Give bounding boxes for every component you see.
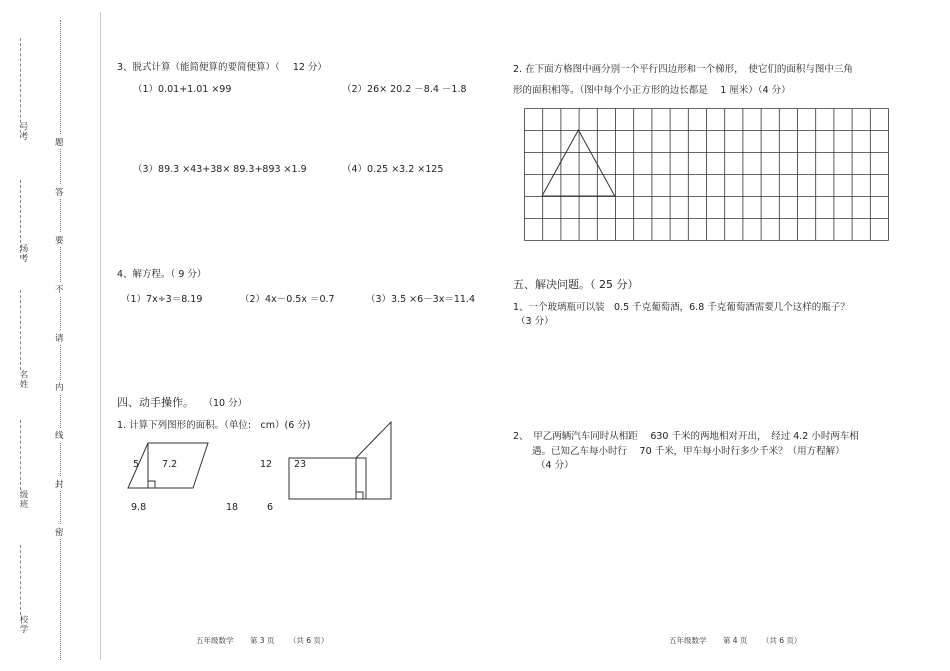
triangle-shape (356, 422, 391, 499)
q2-line-1: 2. 在下面方格图中画分别一个平行四边形和一个梯形， 使它们的面积与图中三角 (513, 64, 853, 75)
section-4-title-text: 四、动手操作。 (117, 396, 194, 409)
sec4-q1: 1. 计算下列图形的面积。（单位: cm）(6 分) (117, 420, 311, 431)
q4-item-1: （1）7x÷3＝8.19 (121, 294, 203, 305)
label-class: 级班 (18, 490, 28, 509)
section-4-title (117, 394, 247, 410)
margin-rule (100, 12, 101, 660)
sec5-q1-line-1: 1、一个玻璃瓶可以装 0.5 千克葡萄酒，6.8 千克葡萄酒需要几个这样的瓶子？ (513, 302, 850, 313)
dashed-line (20, 290, 27, 370)
seal-char: 封 (55, 477, 64, 491)
fig2-label-height: 12 (260, 459, 273, 470)
sec5-q2-line-2: 遇。已知乙车每小时行 70 千米，甲车每小时行多少千米？（用方程解） (532, 446, 845, 457)
binding-margin (0, 20, 95, 660)
label-name: 名姓 (18, 370, 28, 389)
dashed-line (20, 420, 27, 490)
section-5-title: 五、解决问题。（ 25 分） (513, 278, 639, 291)
section-4-score: （10 分） (203, 398, 248, 409)
square-grid (524, 108, 892, 242)
footer-page: 第 3 页 (249, 636, 275, 645)
q3-title (117, 59, 327, 73)
fig1-label-base: 9.8 (131, 502, 147, 513)
sec5-q2-line-3: （4 分） (536, 460, 574, 471)
q3-item-2: （2）26× 20.2 －8.4 －1.8 (342, 84, 467, 95)
footer-page: 第 4 页 (722, 636, 748, 645)
seal-char: 答 (55, 185, 64, 199)
label-school: 校学 (18, 615, 28, 634)
q3-item-1: （1）0.01+1.01 ×99 (133, 84, 232, 95)
sec5-q1-line-2: （3 分） (516, 316, 554, 327)
fig1-label-height: 5 (133, 459, 140, 470)
seal-char: 题 (55, 135, 64, 149)
q4-item-2: （2）4x－0.5x ＝0.7 (240, 294, 335, 305)
sec5-q2-line-1: 2、 甲乙两辆汽车同时从相距 630 千米的两地相对开出， 经过 4.2 小时两车相 (513, 431, 859, 442)
label-exam-room: 场考 (18, 244, 28, 263)
q3-item-4: （4）0.25 ×3.2 ×125 (342, 164, 444, 175)
left-footer (196, 635, 328, 646)
q4-item-3: （3）3.5 ×6－3x＝11.4 (366, 294, 475, 305)
seal-char: 内 (55, 380, 64, 394)
footer-total: （共 6 页） (761, 636, 802, 645)
q4-title: 4、解方程。（ 9 分） (117, 269, 207, 280)
grid-lines (525, 109, 889, 241)
fig2-label-base: 18 (226, 502, 239, 513)
fig1-label-side: 7.2 (162, 459, 178, 470)
label-exam-number: 号考 (18, 122, 28, 141)
q3-title-text: 3、脱式计算（能简便算的要简便算）（ (117, 62, 280, 73)
right-angle-mark (148, 481, 155, 488)
footer-total: （共 6 页） (288, 636, 329, 645)
seal-char: 请 (55, 331, 64, 345)
q2-line-2: 形的面积相等。（图中每个小正方形的边长都是 1 厘米）（4 分） (513, 85, 791, 96)
seal-char: 要 (55, 233, 64, 247)
seal-char: 密 (55, 525, 64, 539)
dashed-line (20, 545, 27, 615)
right-footer (669, 635, 801, 646)
seal-char: 不 (55, 282, 64, 296)
q3-item-3: （3）89.3 ×43+38× 89.3+893 ×1.9 (133, 164, 307, 175)
grid-triangle (542, 130, 615, 196)
footer-subject: 五年级数学 (669, 636, 707, 645)
right-angle-mark (356, 492, 363, 499)
q3-score: 12 分） (292, 62, 327, 73)
fig2-label-width: 23 (294, 459, 307, 470)
footer-subject: 五年级数学 (196, 636, 234, 645)
fig2-label-tri-base: 6 (267, 502, 274, 513)
seal-char: 线 (55, 428, 64, 442)
